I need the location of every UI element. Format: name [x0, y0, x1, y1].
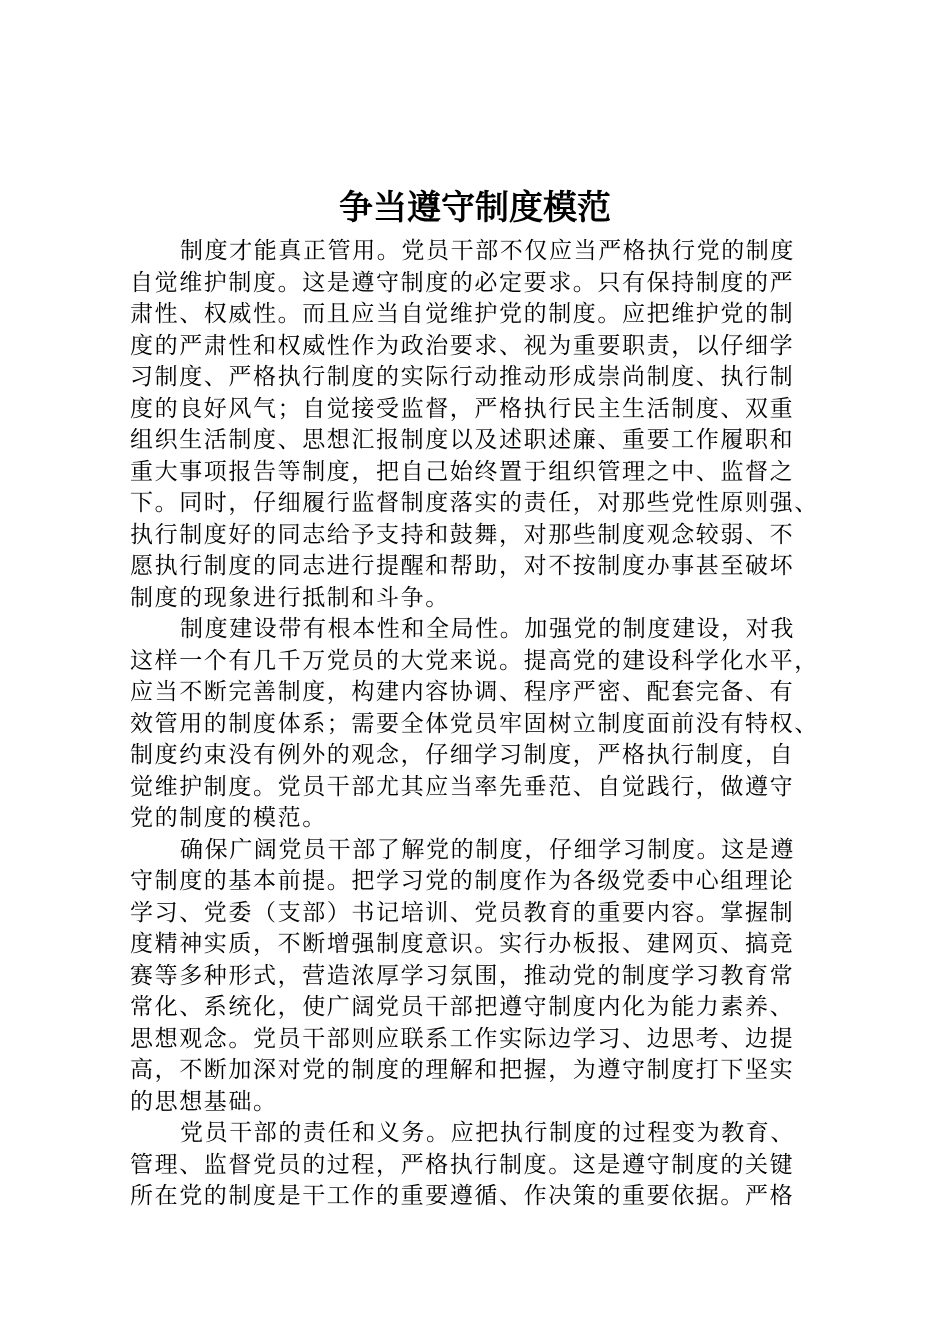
text-line: 高，不断加深对党的制度的理解和把握，为遵守制度打下坚实: [130, 1057, 795, 1083]
text-line: 守制度的基本前提。把学习党的制度作为各级党委中心组理论: [130, 868, 795, 894]
text-line: 管理、监督党员的过程，严格执行制度。这是遵守制度的关键: [130, 1151, 795, 1178]
text-line: 制度约束没有例外的观念，仔细学习制度，严格执行制度，自: [130, 742, 795, 768]
paragraph-3: [130, 835, 830, 1119]
text-line: 所在党的制度是干工作的重要遵循、作决策的重要依据。严格: [130, 1183, 795, 1209]
text-line: 确保广阔党员干部了解党的制度，仔细学习制度。这是遵: [180, 836, 795, 863]
text-line: 制度建设带有根本性和全局性。加强党的制度建设，对我: [180, 616, 795, 642]
text-line: 习制度、严格执行制度的实际行动推动形成崇尚制度、执行制: [130, 364, 795, 390]
text-line: 党员干部的责任和义务。应把执行制度的过程变为教育、: [180, 1120, 795, 1146]
text-line: 党的制度的模范。: [130, 805, 327, 831]
text-line: 效管用的制度体系；需要全体党员牢固树立制度面前没有特权、: [130, 710, 819, 737]
text-line: 赛等多种形式，营造浓厚学习氛围，推动党的制度学习教育常: [130, 962, 795, 989]
text-line: 重大事项报告等制度，把自己始终置于组织管理之中、监督之: [130, 458, 795, 485]
text-line: 制度的现象进行抵制和斗争。: [130, 584, 450, 611]
paragraph-1: [130, 236, 830, 614]
paragraph-2: [130, 614, 830, 835]
paragraph-4: [130, 1118, 830, 1213]
document-title: 争当遵守制度模范: [339, 188, 611, 228]
text-line: 常化、系统化，使广阔党员干部把遵守制度内化为能力素养、: [130, 994, 795, 1020]
text-line: 的思想基础。: [130, 1088, 278, 1115]
text-line: 度的良好风气；自觉接受监督，严格执行民主生活制度、双重: [130, 395, 795, 422]
text-line: 度精神实质，不断增强制度意识。实行办板报、建网页、搞竞: [130, 931, 795, 957]
text-line: 觉维护制度。党员干部尤其应当率先垂范、自觉践行，做遵守: [130, 773, 795, 800]
text-line: 下。同时，仔细履行监督制度落实的责任，对那些党性原则强、: [130, 490, 819, 516]
text-line: 这样一个有几千万党员的大党来说。提高党的建设科学化水平，: [130, 647, 819, 674]
text-line: 执行制度好的同志给予支持和鼓舞，对那些制度观念较弱、不: [130, 521, 795, 548]
text-line: 自觉维护制度。这是遵守制度的必定要求。只有保持制度的严: [130, 269, 795, 296]
text-line: 应当不断完善制度，构建内容协调、程序严密、配套完备、有: [130, 679, 795, 705]
document-body: [130, 236, 830, 1213]
text-line: 思想观念。党员干部则应联系工作实际边学习、边思考、边提: [130, 1025, 795, 1052]
text-line: 制度才能真正管用。党员干部不仅应当严格执行党的制度: [180, 238, 795, 264]
text-line: 组织生活制度、思想汇报制度以及述职述廉、重要工作履职和: [130, 427, 795, 453]
text-line: 肃性、权威性。而且应当自觉维护党的制度。应把维护党的制: [130, 301, 795, 327]
text-line: 学习、党委（支部）书记培训、党员教育的重要内容。掌握制: [130, 899, 795, 926]
text-line: 愿执行制度的同志进行提醒和帮助，对不按制度办事甚至破坏: [130, 553, 795, 579]
text-line: 度的严肃性和权威性作为政治要求、视为重要职责，以仔细学: [130, 332, 795, 359]
